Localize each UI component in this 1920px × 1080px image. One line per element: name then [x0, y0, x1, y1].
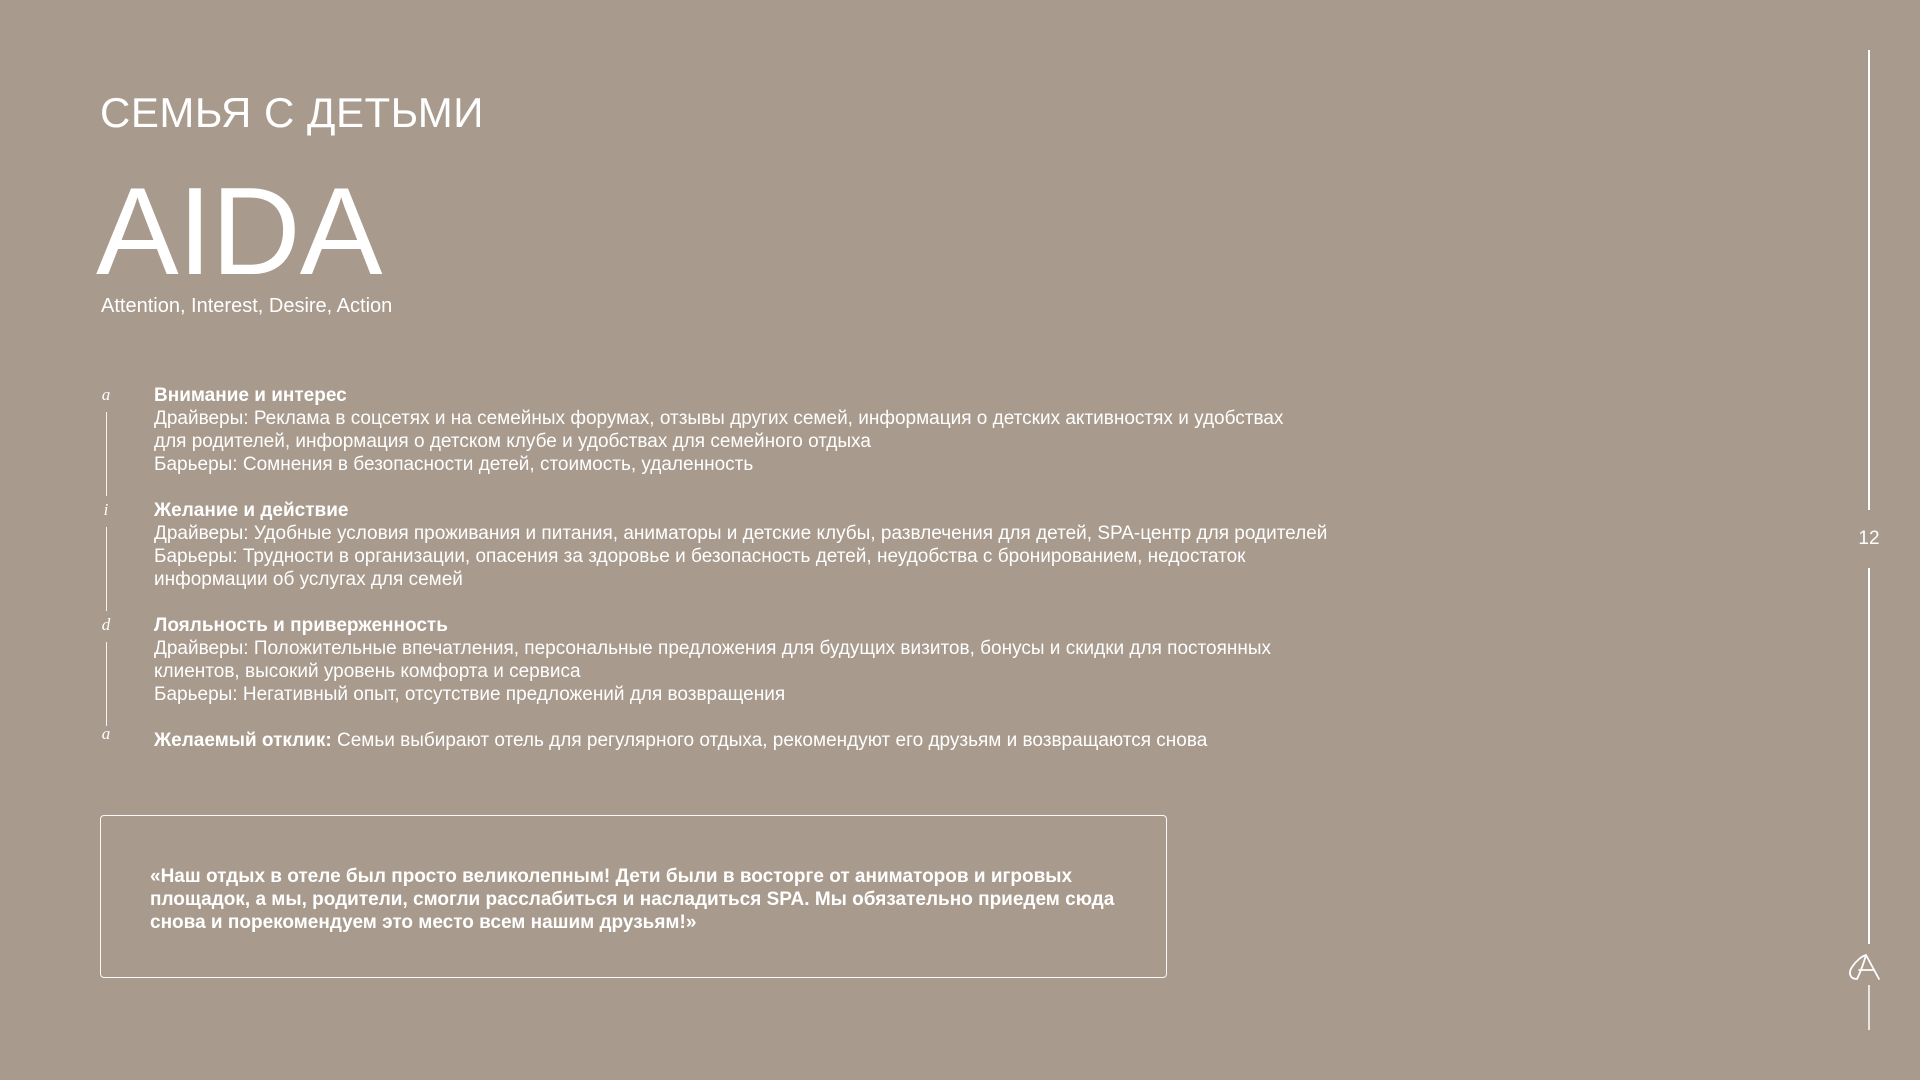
stage-letter: i — [103, 500, 109, 519]
desired-response-text: Семьи выбирают отель для регулярного отдыха, рекомендуют его друзьям и возвращаются снова — [331, 730, 1208, 751]
stage-letter: a — [101, 724, 111, 743]
stage-barriers-cont: информации об услугах для семей — [154, 569, 463, 590]
brand-a-monogram-icon — [1846, 953, 1882, 981]
stage-drivers-cont: клиентов, высокий уровень комфорта и сервиса — [154, 661, 581, 682]
stage-letter: a — [101, 385, 111, 404]
testimonial-box — [100, 815, 1167, 978]
desired-response-label: Желаемый отклик: — [154, 730, 332, 751]
stage-barriers: Барьеры: Негативный опыт, отсутствие предложений для возвращения — [154, 684, 786, 705]
rail-line-top — [1868, 50, 1870, 510]
stage-drivers: Драйверы: Реклама в соцсетях и на семейных форумах, отзывы других семей, информация о детских активностях и удобствах — [154, 408, 1284, 429]
stage-barriers: Барьеры: Сомнения в безопасности детей, стоимость, удаленность — [154, 454, 754, 475]
stage-title: Внимание и интерес — [154, 385, 347, 406]
stage-drivers: Драйверы: Положительные впечатления, персональные предложения для будущих визитов, бонусы и скидки для постоянных — [154, 638, 1272, 659]
testimonial-quote: «Наш отдых в отеле был просто великолепным! Дети были в восторге от аниматоров и игровых площадок, а мы, родители, смогли расслабиться и насладиться SPA. Мы обязательно приедем сюда снова и порекомендуем это место всем нашим друзьям!» — [150, 866, 1115, 933]
stage-loyalty — [100, 614, 1460, 706]
stage-barriers: Барьеры: Трудности в организации, опасения за здоровье и безопасность детей, неудобства с бронированием, недостаток — [154, 546, 1246, 567]
rail-line-bottom — [1868, 985, 1870, 1030]
stage-title: Лояльность и приверженность — [154, 615, 448, 636]
stage-divider-line — [106, 412, 107, 496]
stage-divider-line — [106, 527, 107, 611]
aida-stage-list — [100, 384, 1460, 752]
stage-title: Желание и действие — [154, 500, 349, 521]
page-title: AIDA — [96, 163, 382, 301]
segment-title: СЕМЬЯ С ДЕТЬМИ — [100, 89, 484, 136]
stage-drivers: Драйверы: Удобные условия проживания и питания, аниматоры и детские клубы, развлечения для детей, SPA-центр для родителей — [154, 523, 1328, 544]
model-expansion: Attention, Interest, Desire, Action — [101, 295, 393, 317]
stage-divider-line — [106, 642, 107, 726]
stage-attention-interest — [100, 384, 1460, 476]
rail-line-middle — [1868, 568, 1870, 944]
stage-letter: d — [101, 615, 111, 634]
stage-desire-action — [100, 499, 1460, 591]
stage-drivers-cont: для родителей, информация о детском клубе и удобствах для семейного отдыха — [154, 431, 871, 452]
desired-response — [100, 724, 1460, 752]
page-number: 12 — [1858, 528, 1880, 549]
